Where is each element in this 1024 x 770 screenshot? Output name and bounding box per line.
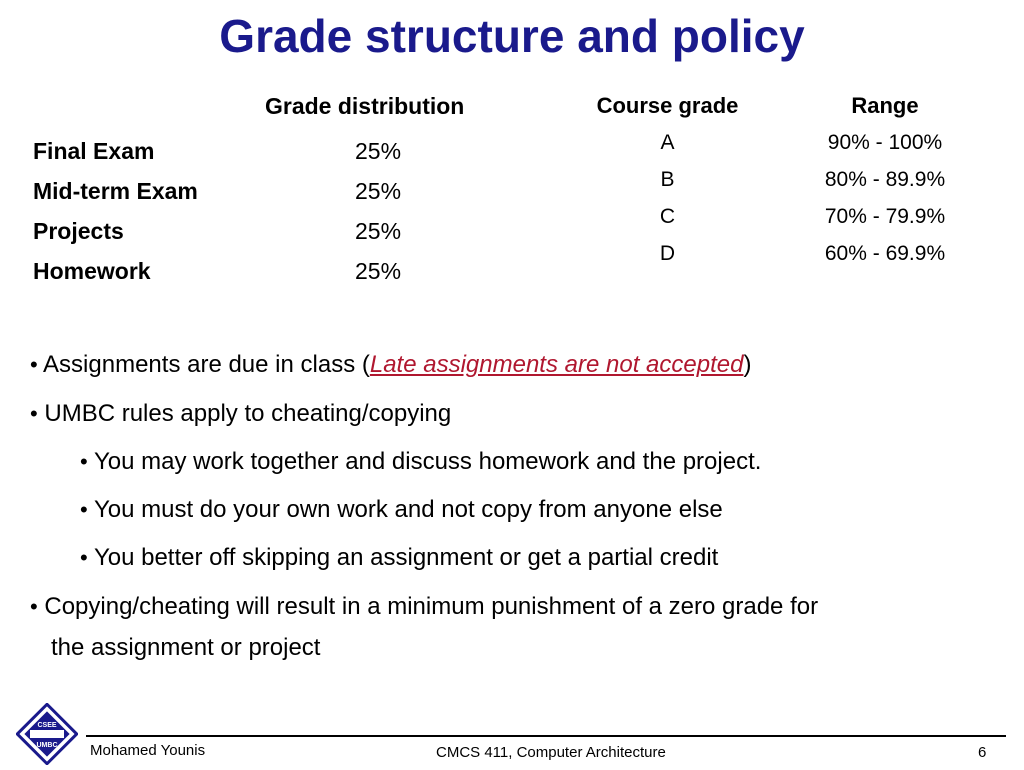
- row-label: Final Exam: [33, 138, 155, 164]
- bullet-icon: •: [30, 352, 38, 377]
- bullet-text-suffix: ): [743, 351, 752, 378]
- grade-distribution-header: Grade distribution: [265, 93, 465, 119]
- range-header: Range: [851, 93, 919, 118]
- bullet-umbc-rules: [30, 399, 451, 429]
- bullet-text: You must do your own work and not copy from anyone else: [93, 496, 723, 523]
- bullet-text: You better off skipping an assignment or get a partial credit: [93, 544, 719, 571]
- page-number: 6: [978, 744, 987, 761]
- grade-range: 60% - 69.9%: [824, 242, 946, 265]
- bullet-cheating-punishment-continued: the assignment or project: [51, 634, 321, 661]
- row-value: 25%: [355, 138, 402, 164]
- row-value: 25%: [355, 218, 402, 244]
- bullet-icon: •: [80, 545, 88, 570]
- bullet-cheating-punishment: [30, 592, 818, 622]
- bullet-icon: •: [80, 449, 88, 474]
- row-value: 25%: [355, 258, 402, 284]
- bullet-assignments-due: [30, 350, 751, 380]
- logo-text-top: CSEE: [37, 722, 57, 729]
- grade-letter: D: [659, 242, 676, 265]
- footer-course: CMCS 411, Computer Architecture: [436, 744, 666, 761]
- csee-logo-icon: [16, 703, 78, 765]
- grade-letter: A: [660, 131, 675, 154]
- sub-bullet-skip-assignment: [80, 543, 718, 573]
- bullet-icon: •: [80, 497, 88, 522]
- logo-text-bottom: UMBC: [36, 742, 58, 749]
- footer-divider: [86, 735, 1006, 737]
- slide-title: Grade structure and policy: [219, 10, 805, 62]
- row-value: 25%: [355, 178, 402, 204]
- course-grade-header: Course grade: [596, 93, 739, 118]
- bullet-text: UMBC rules apply to cheating/copying: [44, 400, 452, 427]
- grade-range: 90% - 100%: [827, 131, 943, 154]
- row-label: Mid-term Exam: [33, 178, 198, 204]
- row-label: Homework: [33, 258, 151, 284]
- grade-range: 70% - 79.9%: [824, 205, 946, 228]
- grade-letter: C: [659, 205, 676, 228]
- grade-letter: B: [660, 168, 675, 191]
- bullet-icon: •: [30, 401, 38, 426]
- bullet-text: Copying/cheating will result in a minimum punishment of a zero grade for: [44, 593, 819, 620]
- bullet-text: Assignments are due in class (: [43, 351, 370, 378]
- bullet-text: You may work together and discuss homework and the project.: [93, 448, 762, 475]
- sub-bullet-own-work: [80, 495, 723, 525]
- footer-author: Mohamed Younis: [90, 742, 206, 759]
- bullet-icon: •: [30, 594, 38, 619]
- row-label: Projects: [33, 218, 124, 244]
- grade-range: 80% - 89.9%: [824, 168, 946, 191]
- late-policy-link[interactable]: Late assignments are not accepted: [369, 351, 744, 378]
- sub-bullet-work-together: [80, 447, 761, 477]
